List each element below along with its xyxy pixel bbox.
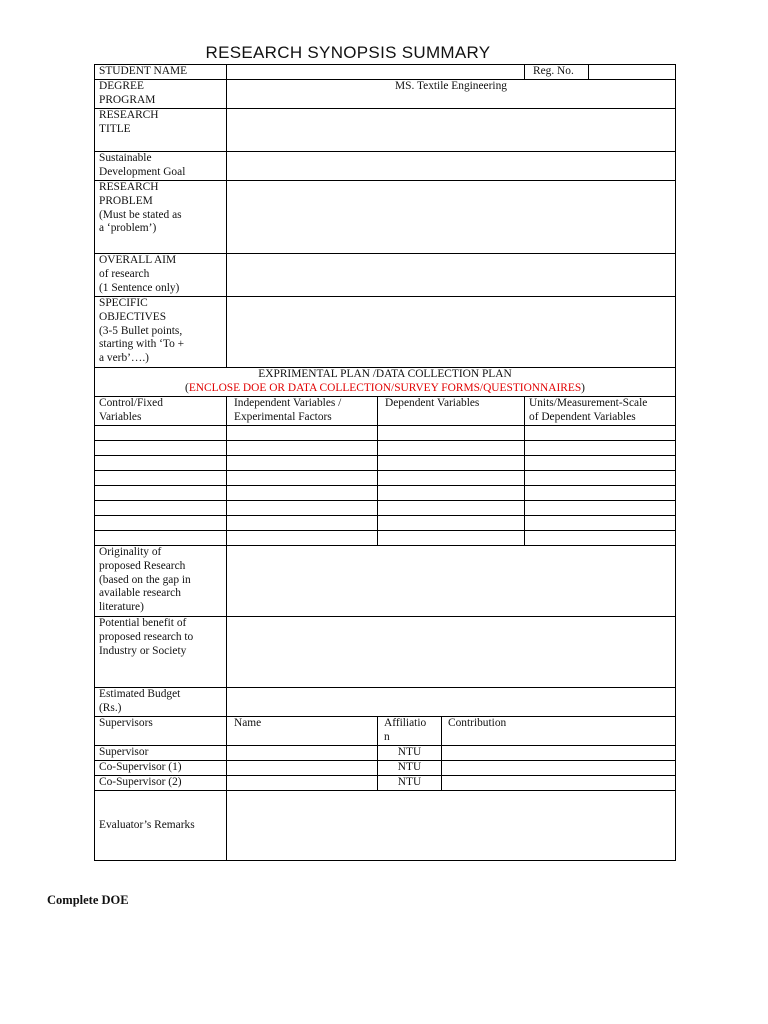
plan-cell[interactable] [95, 501, 227, 516]
plan-note-red: ENCLOSE DOE OR DATA COLLECTION/SURVEY FORMS/QUESTIONNAIRES [188, 381, 582, 394]
benefit-field[interactable] [227, 617, 676, 688]
experimental-plan-heading [95, 368, 676, 397]
plan-cell[interactable] [95, 471, 227, 486]
plan-cell[interactable] [378, 486, 525, 501]
specific-objectives-label-line: starting with ‘To + [99, 338, 185, 351]
plan-cell[interactable] [95, 486, 227, 501]
degree-label [95, 80, 227, 109]
row-co-supervisor-1 [95, 761, 676, 776]
plan-note [99, 382, 671, 396]
row-originality [95, 546, 676, 617]
col-dependent-variables [378, 397, 525, 426]
plan-cell[interactable] [525, 531, 676, 546]
row-budget [95, 688, 676, 717]
sdg-label [95, 152, 227, 181]
plan-cell[interactable] [525, 426, 676, 441]
synopsis-form-table [94, 64, 676, 861]
plan-cell[interactable] [227, 426, 378, 441]
plan-cell[interactable] [525, 486, 676, 501]
research-problem-label-line: RESEARCH [99, 181, 159, 193]
col-header-line: Dependent Variables [385, 397, 480, 409]
plan-cell[interactable] [378, 456, 525, 471]
row-degree [95, 80, 676, 109]
contribution-header: Contribution [442, 717, 676, 746]
plan-cell[interactable] [525, 501, 676, 516]
student-name-label: STUDENT NAME [95, 65, 227, 80]
benefit-label-line: proposed research to [99, 630, 194, 643]
plan-row [95, 516, 676, 531]
co-supervisor-1-label: Co-Supervisor (1) [95, 761, 227, 776]
col-header-line: Experimental Factors [234, 410, 332, 423]
supervisor-contribution-field[interactable] [442, 746, 676, 761]
plan-note-open: ( [185, 381, 189, 394]
plan-cell[interactable] [227, 531, 378, 546]
originality-label-line: literature) [99, 601, 144, 614]
overall-aim-label-line: (1 Sentence only) [99, 281, 180, 294]
plan-cell[interactable] [95, 456, 227, 471]
budget-label-line: (Rs.) [99, 701, 122, 714]
sdg-field[interactable] [227, 152, 676, 181]
research-problem-field[interactable] [227, 181, 676, 254]
co-supervisor-1-affiliation: NTU [378, 761, 442, 776]
plan-cell[interactable] [525, 516, 676, 531]
overall-aim-field[interactable] [227, 254, 676, 297]
originality-label [95, 546, 227, 617]
plan-title: EXPRIMENTAL PLAN /DATA COLLECTION PLAN [258, 368, 512, 380]
research-problem-label [95, 181, 227, 254]
row-evaluator-remarks [95, 791, 676, 861]
plan-cell[interactable] [378, 531, 525, 546]
supervisor-affiliation: NTU [378, 746, 442, 761]
research-title-label [95, 109, 227, 152]
research-title-label-line: TITLE [99, 122, 131, 135]
plan-cell[interactable] [525, 456, 676, 471]
affiliation-header-line: Affiliatio [384, 717, 427, 729]
col-units-measurement [525, 397, 676, 426]
row-research-title [95, 109, 676, 152]
plan-cell[interactable] [95, 531, 227, 546]
co-supervisor-1-name-field[interactable] [227, 761, 378, 776]
plan-cell[interactable] [378, 441, 525, 456]
affiliation-header [378, 717, 442, 746]
plan-cell[interactable] [95, 426, 227, 441]
evaluator-remarks-label: Evaluator’s Remarks [95, 791, 227, 861]
plan-note-close: ) [581, 381, 585, 394]
degree-label-line: DEGREE [99, 80, 144, 92]
plan-cell[interactable] [227, 501, 378, 516]
specific-objectives-label [95, 297, 227, 368]
supervisor-name-field[interactable] [227, 746, 378, 761]
budget-label [95, 688, 227, 717]
complete-doe-note: Complete DOE [47, 893, 129, 907]
plan-cell[interactable] [525, 471, 676, 486]
specific-objectives-label-line: OBJECTIVES [99, 310, 167, 323]
row-supervisor [95, 746, 676, 761]
originality-label-line: available research [99, 587, 181, 600]
row-supervisors-header [95, 717, 676, 746]
benefit-label-line: Industry or Society [99, 644, 187, 657]
co-supervisor-2-name-field[interactable] [227, 776, 378, 791]
plan-cell[interactable] [378, 471, 525, 486]
plan-cell[interactable] [227, 486, 378, 501]
overall-aim-label [95, 254, 227, 297]
plan-cell[interactable] [227, 456, 378, 471]
col-header-line: Control/Fixed [99, 397, 163, 409]
plan-cell[interactable] [95, 516, 227, 531]
student-name-field[interactable] [227, 65, 525, 80]
originality-label-line: proposed Research [99, 559, 186, 572]
originality-label-line: (based on the gap in [99, 573, 191, 586]
co-supervisor-1-contribution-field[interactable] [442, 761, 676, 776]
research-problem-label-line: a ‘problem’) [99, 222, 157, 235]
affiliation-header-line: n [384, 730, 390, 743]
co-supervisor-2-affiliation: NTU [378, 776, 442, 791]
plan-row [95, 441, 676, 456]
benefit-label-line: Potential benefit of [99, 617, 187, 629]
sdg-label-line: Sustainable [99, 152, 152, 165]
benefit-label [95, 617, 227, 688]
supervisors-label: Supervisors [95, 717, 227, 746]
specific-objectives-field[interactable] [227, 297, 676, 368]
plan-cell[interactable] [227, 441, 378, 456]
plan-row [95, 471, 676, 486]
plan-cell[interactable] [525, 441, 676, 456]
row-plan-heading [95, 368, 676, 397]
plan-cell[interactable] [95, 441, 227, 456]
col-header-line: Independent Variables / [234, 397, 342, 409]
specific-objectives-label-line: (3-5 Bullet points, [99, 324, 183, 337]
specific-objectives-label-line: SPECIFIC [99, 297, 148, 309]
degree-label-line: PROGRAM [99, 93, 156, 106]
co-supervisor-2-contribution-field[interactable] [442, 776, 676, 791]
co-supervisor-2-label: Co-Supervisor (2) [95, 776, 227, 791]
col-header-line: of Dependent Variables [529, 410, 636, 423]
plan-cell[interactable] [227, 516, 378, 531]
page-title: RESEARCH SYNOPSIS SUMMARY [205, 43, 491, 62]
plan-cell[interactable] [227, 471, 378, 486]
row-student-name [95, 65, 676, 80]
sdg-label-line: Development Goal [99, 166, 186, 179]
reg-no-label: Reg. No. [525, 65, 589, 80]
reg-no-field[interactable] [589, 65, 676, 80]
row-research-problem [95, 181, 676, 254]
row-overall-aim [95, 254, 676, 297]
originality-label-line: Originality of [99, 546, 162, 558]
row-benefit [95, 617, 676, 688]
originality-field[interactable] [227, 546, 676, 617]
research-title-label-line: RESEARCH [99, 109, 159, 121]
plan-row [95, 486, 676, 501]
plan-cell[interactable] [378, 426, 525, 441]
row-plan-headers [95, 397, 676, 426]
research-problem-label-line: (Must be stated as [99, 208, 182, 221]
research-title-field[interactable] [227, 109, 676, 152]
budget-field[interactable] [227, 688, 676, 717]
name-header: Name [227, 717, 378, 746]
budget-label-line: Estimated Budget [99, 688, 181, 700]
degree-field[interactable]: MS. Textile Engineering [227, 80, 676, 109]
plan-cell[interactable] [378, 501, 525, 516]
row-sdg [95, 152, 676, 181]
overall-aim-label-line: OVERALL AIM [99, 254, 177, 266]
plan-row [95, 531, 676, 546]
row-co-supervisor-2 [95, 776, 676, 791]
plan-cell[interactable] [378, 516, 525, 531]
plan-row [95, 426, 676, 441]
row-specific-objectives [95, 297, 676, 368]
research-problem-label-line: PROBLEM [99, 194, 153, 207]
col-independent-variables [227, 397, 378, 426]
plan-row [95, 501, 676, 516]
supervisor-label: Supervisor [95, 746, 227, 761]
specific-objectives-label-line: a verb’….) [99, 352, 149, 365]
evaluator-remarks-field[interactable] [227, 791, 676, 861]
plan-row [95, 456, 676, 471]
col-control-variables [95, 397, 227, 426]
col-header-line: Variables [99, 410, 142, 423]
overall-aim-label-line: of research [99, 267, 150, 280]
col-header-line: Units/Measurement-Scale [529, 397, 648, 409]
